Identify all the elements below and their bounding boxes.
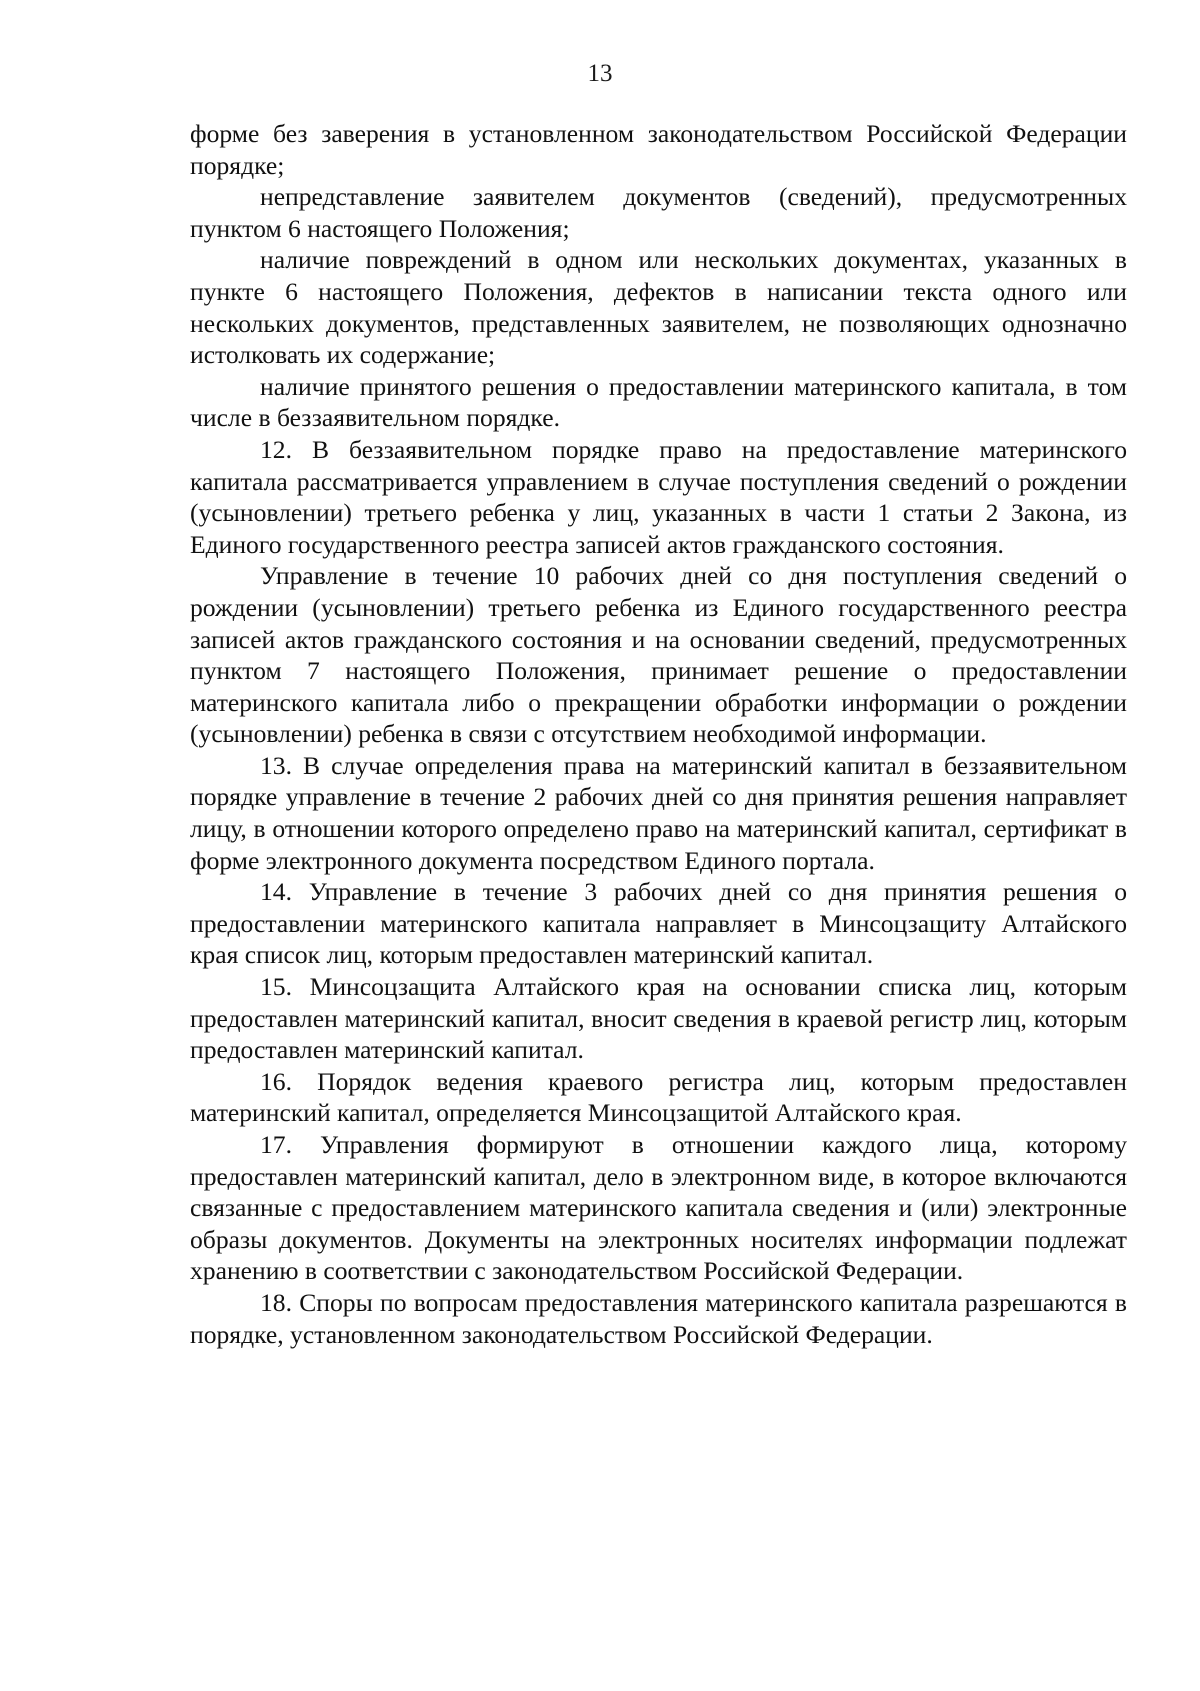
page-number: 13 (587, 60, 613, 87)
paragraph-clause-18: 18. Споры по вопросам предоставления материнского капитала разрешаются в порядке, установленном законодательством Российской Федерации. (190, 1287, 1127, 1349)
paragraph-continuation: форме без заверения в установленном законодательством Российской Федерации порядке; (190, 119, 1127, 180)
document-body (190, 118, 1127, 1350)
paragraph-clause-12-continued: Управление в течение 10 рабочих дней со дня поступления сведений о рождении (усыновлении) третьего ребенка из Единого государственного реестра записей актов гражданского состояния и на основании сведений, предусмотренных пунктом 7 настоящего Положения, принимает решение о предоставлении материнского капитала либо о прекращении обработки информации о рождении (усыновлении) ребенка в связи с отсутствием необходимой информации. (190, 561, 1127, 749)
paragraph-clause-14: 14. Управление в течение 3 рабочих дней со дня принятия решения о предоставлении материнского капитала направляет в Минсоцзащиту Алтайского края список лиц, которым предоставлен материнский капитал. (190, 877, 1127, 970)
paragraph-clause-16: 16. Порядок ведения краевого регистра лиц, которым предоставлен материнский капитал, определяется Минсоцзащитой Алтайского края. (190, 1066, 1127, 1128)
paragraph-clause-13: 13. В случае определения права на материнский капитал в беззаявительном порядке управление в течение 2 рабочих дней со дня принятия решения направляет лицу, в отношении которого определено право на материнский капитал, сертификат в форме электронного документа посредством Единого портала. (190, 750, 1127, 875)
paragraph-clause-17: 17. Управления формируют в отношении каждого лица, которому предоставлен материнский капитал, дело в электронном виде, в которое включаются связанные с предоставлением материнского капитала сведения и (или) электронные образы документов. Документы на электронных носителях информации подлежат хранению в соответствии с законодательством Российской Федерации. (190, 1130, 1127, 1286)
paragraph-clause-12: 12. В беззаявительном порядке право на предоставление материнского капитала рассматривается управлением в случае поступления сведений о рождении (усыновлении) третьего ребенка у лиц, указанных в части 1 статьи 2 Закона, из Единого государственного реестра записей актов гражданского состояния. (190, 434, 1127, 559)
paragraph-list-item: наличие принятого решения о предоставлении материнского капитала, в том числе в беззаявительном порядке. (190, 371, 1127, 433)
paragraph-list-item: наличие повреждений в одном или нескольких документах, указанных в пункте 6 настоящего Положения, дефектов в написании текста одного или нескольких документов, представленных заявителем, не позволяющих однозначно истолковать их содержание; (190, 245, 1127, 370)
paragraph-clause-15: 15. Минсоцзащита Алтайского края на основании списка лиц, которым предоставлен материнский капитал, вносит сведения в краевой регистр лиц, которым предоставлен материнский капитал. (190, 972, 1127, 1065)
paragraph-list-item: непредставление заявителем документов (сведений), предусмотренных пунктом 6 настоящего Положения; (190, 182, 1127, 243)
